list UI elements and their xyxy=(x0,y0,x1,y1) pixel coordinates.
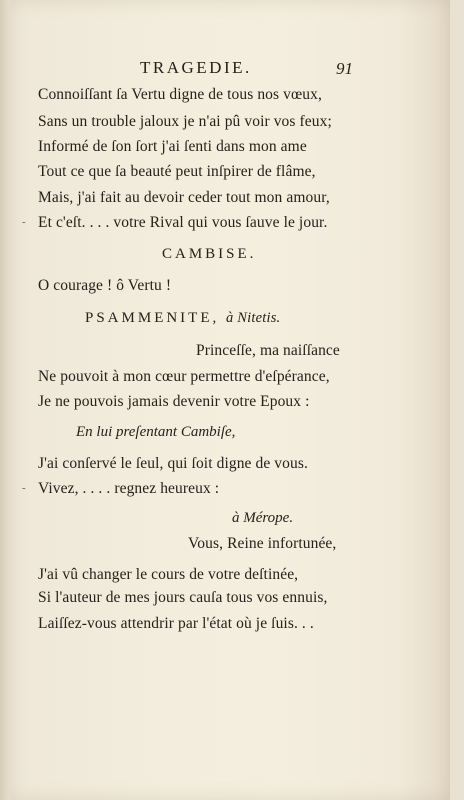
verse-line: J'ai conſervé le ſeul, qui ſoit digne de vous. xyxy=(38,455,308,472)
verse-line: Je ne pouvois jamais devenir votre Epoux : xyxy=(38,393,310,410)
verse-half-line: Princeſſe, ma naiſſance xyxy=(196,342,340,359)
book-gutter xyxy=(0,0,10,800)
verse-line: Connoiſſant ſa Vertu digne de tous nos vœux, xyxy=(38,86,322,103)
verse-line: Mais, j'ai fait au devoir ceder tout mon amour, xyxy=(38,189,330,206)
speaker-name: CAMBISE. xyxy=(162,246,257,262)
verse-line: Si l'auteur de mes jours cauſa tous vos ennuis, xyxy=(38,589,328,606)
verse-line: Vivez, . . . . regnez heureux : xyxy=(38,480,220,497)
verse-line: O courage ! ô Vertu ! xyxy=(38,277,172,294)
verse-line: Informé de ſon ſort j'ai ſenti dans mon ame xyxy=(38,138,307,155)
stage-direction: En lui preſentant Cambiſe, xyxy=(76,424,236,440)
verse-half-line: Vous, Reine infortunée, xyxy=(188,535,337,552)
verse-line: Ne pouvoit à mon cœur permettre d'eſpérance, xyxy=(38,368,330,385)
stage-direction: à Mérope. xyxy=(232,510,294,526)
verse-line: Laiſſez-vous attendrir par l'état où je ſuis. . . xyxy=(38,615,314,632)
stage-direction: à Nitetis. xyxy=(226,310,281,326)
book-page xyxy=(10,0,450,800)
margin-mark: - xyxy=(22,482,26,494)
margin-mark: - xyxy=(22,216,26,228)
verse-line: Sans un trouble jaloux je n'ai pû voir vos feux; xyxy=(38,113,332,130)
speaker-name: PSAMMENITE, xyxy=(85,310,220,326)
verse-line: Tout ce que ſa beauté peut inſpirer de flâme, xyxy=(38,163,316,180)
speaker-heading xyxy=(85,310,280,327)
verse-line: Et c'eſt. . . . votre Rival qui vous ſauve le jour. xyxy=(38,214,328,231)
verse-line: J'ai vû changer le cours de votre deſtinée, xyxy=(38,566,299,583)
running-head: TRAGEDIE. xyxy=(140,58,252,77)
page-number: 91 xyxy=(336,59,353,78)
